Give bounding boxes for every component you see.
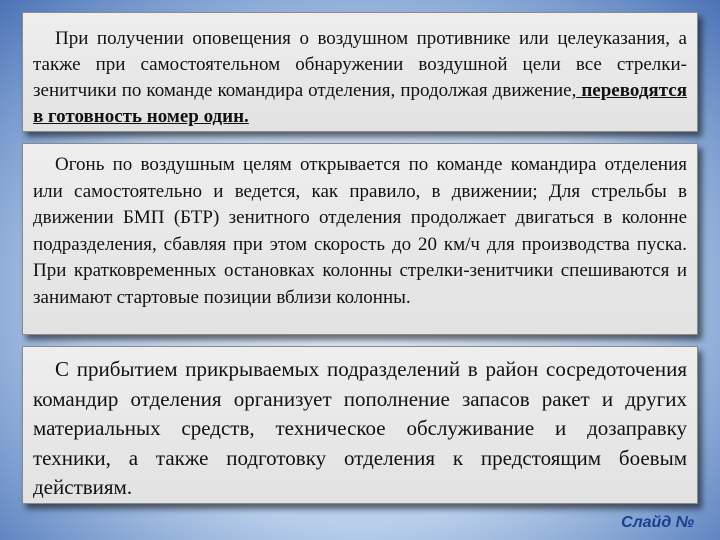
- text-panel-arrival: [22, 346, 698, 504]
- paragraph-arrival: С прибытием прикрываемых подразделений в район сосредоточения командир отделения организует пополнение запасов ракет и других материальных средств, техническое обслуживание и дозаправку техники, а также подготовку отделения к предстоящим боевым действиям.: [33, 357, 687, 499]
- slide-number-label: Слайд №: [621, 514, 694, 531]
- text-panel-fire: [22, 143, 698, 335]
- readiness-emphasis: переводятся в готовность номер один.: [33, 80, 687, 127]
- paragraph-readiness: При получении оповещения о воздушном противнике или целеуказания, а также при самостоятельном обнаружении воздушной цели все стрелки-зенитчики по команде командира отделения, продолжая движение,: [33, 28, 687, 101]
- text-panel-readiness: [22, 12, 698, 132]
- paragraph-fire: Огонь по воздушным целям открывается по команде командира отделения или самостоятельно и ведется, как правило, в движении; Для стрельбы в движении БМП (БТР) зенитного отделения продолжает двигаться в колонне подразделения, сбавляя при этом скорость до 20 км/ч для производства пуска. При кратковременных остановках колонны стрелки-зенитчики спешиваются и занимают стартовые позиции вблизи колонны.: [33, 154, 687, 308]
